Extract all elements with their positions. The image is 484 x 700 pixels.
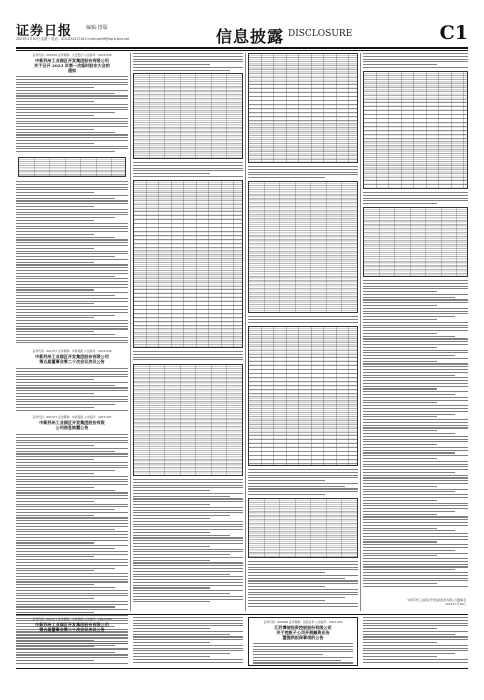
column-1 [16,53,128,668]
headline-line: 关于控股子公司开展融资业务 [276,630,330,636]
article-text [16,368,128,413]
article-headline [16,354,128,364]
page-body [16,53,468,668]
dateline: 2023年1月30日 星期一 电话：010-83251716 E-mail:zqrb9@zqrb.sina.net [16,37,130,41]
newspaper-logo: 证券日报 [16,24,73,39]
stock-line: 证券代码：600999 证券简称：招商证券 公告编号：2023-004 [263,620,343,624]
article-text [16,76,128,154]
stock-line: 证券代码：601377 证券简称：中新集团 公告编号：2023-007 [32,415,112,419]
article-text [248,469,358,497]
headline-line: 中新苏州工业园区开发集团股份有限 [39,420,105,425]
article-text [363,617,468,664]
article-text [16,635,128,666]
meeting-table [18,157,126,177]
financial-table [133,364,243,476]
financial-table [133,180,243,348]
headline-line: 中新苏州工业园区开发集团股份有限公司 [35,58,109,63]
bottom-article-right [363,617,468,668]
footer-rule [16,668,468,669]
bottom-band-rule [16,614,468,615]
bottom-article-left [16,617,128,668]
article-text [133,617,243,664]
column-divider [130,53,131,611]
article-text [363,280,468,589]
financial-table [363,207,468,277]
article-text [16,181,128,345]
logo-subtitle: 编辑·排版 [86,25,108,31]
stock-line: 证券代码：002432 证券简称：九安医疗 公告编号：2023-009 [32,53,112,57]
bottom-article-text [133,617,243,668]
column-divider [245,53,246,611]
masthead-rule-thin [16,50,468,51]
article-text [133,351,243,362]
page-number: C1 [439,22,468,44]
column-4 [363,53,468,668]
headline-line: 关于召开 2023 年第一次临时股东大会的 [34,63,110,69]
column-2 [133,53,243,668]
headline-line: 江苏博信投资控股股份有限公司 [274,625,332,630]
headline-line: 中新苏州工业园区开发集团股份有限公司 [35,622,109,627]
boxed-announcement [248,617,358,666]
financial-table [248,326,358,466]
signature-date: 2023年1月30日 [445,601,466,606]
article-headline [16,622,128,632]
stock-line: 证券代码：601377 证券简称：中新集团 公告编号：2023-006 [32,349,112,353]
headline-line: 通知 [67,68,77,74]
article-text [133,53,243,72]
article-text [248,316,358,324]
headline-line: 公司信息披露公告 [55,425,89,431]
section-title-english: DISCLOSURE [288,29,353,39]
article-headline [249,625,357,641]
article-text [248,561,358,608]
masthead-rule [16,47,468,49]
headline-line: 中新苏州工业园区开发集团股份有限公司 [35,354,109,359]
signature-block [407,599,466,606]
article-text [253,643,353,665]
section-title: 信息披露 [216,27,285,46]
article-headline [16,58,128,74]
article-text [363,192,468,206]
stock-line: 证券代码：601377 证券简称：中新集团 公告编号：2023-008 [32,617,112,621]
headline-line: 暨提供担保事项的公告 [282,635,324,641]
headline-line: 第五届董事会第二十次会议决议公告 [39,359,105,365]
financial-table [248,498,358,558]
financial-table [248,181,358,313]
masthead [16,20,468,46]
financial-table [363,71,468,189]
article-text [363,53,468,70]
article-text [133,162,243,179]
article-text [248,166,358,180]
signature-company: 中新苏州工业园区开发集团股份有限公司董事会 [407,598,466,602]
financial-table [248,53,358,163]
column-3 [248,53,358,668]
column-divider [360,53,361,611]
article-headline [16,420,128,430]
article-text [133,479,243,604]
headline-line: 第五届董事会第二十次会议决议公告 [39,627,105,633]
financial-table [133,73,243,159]
